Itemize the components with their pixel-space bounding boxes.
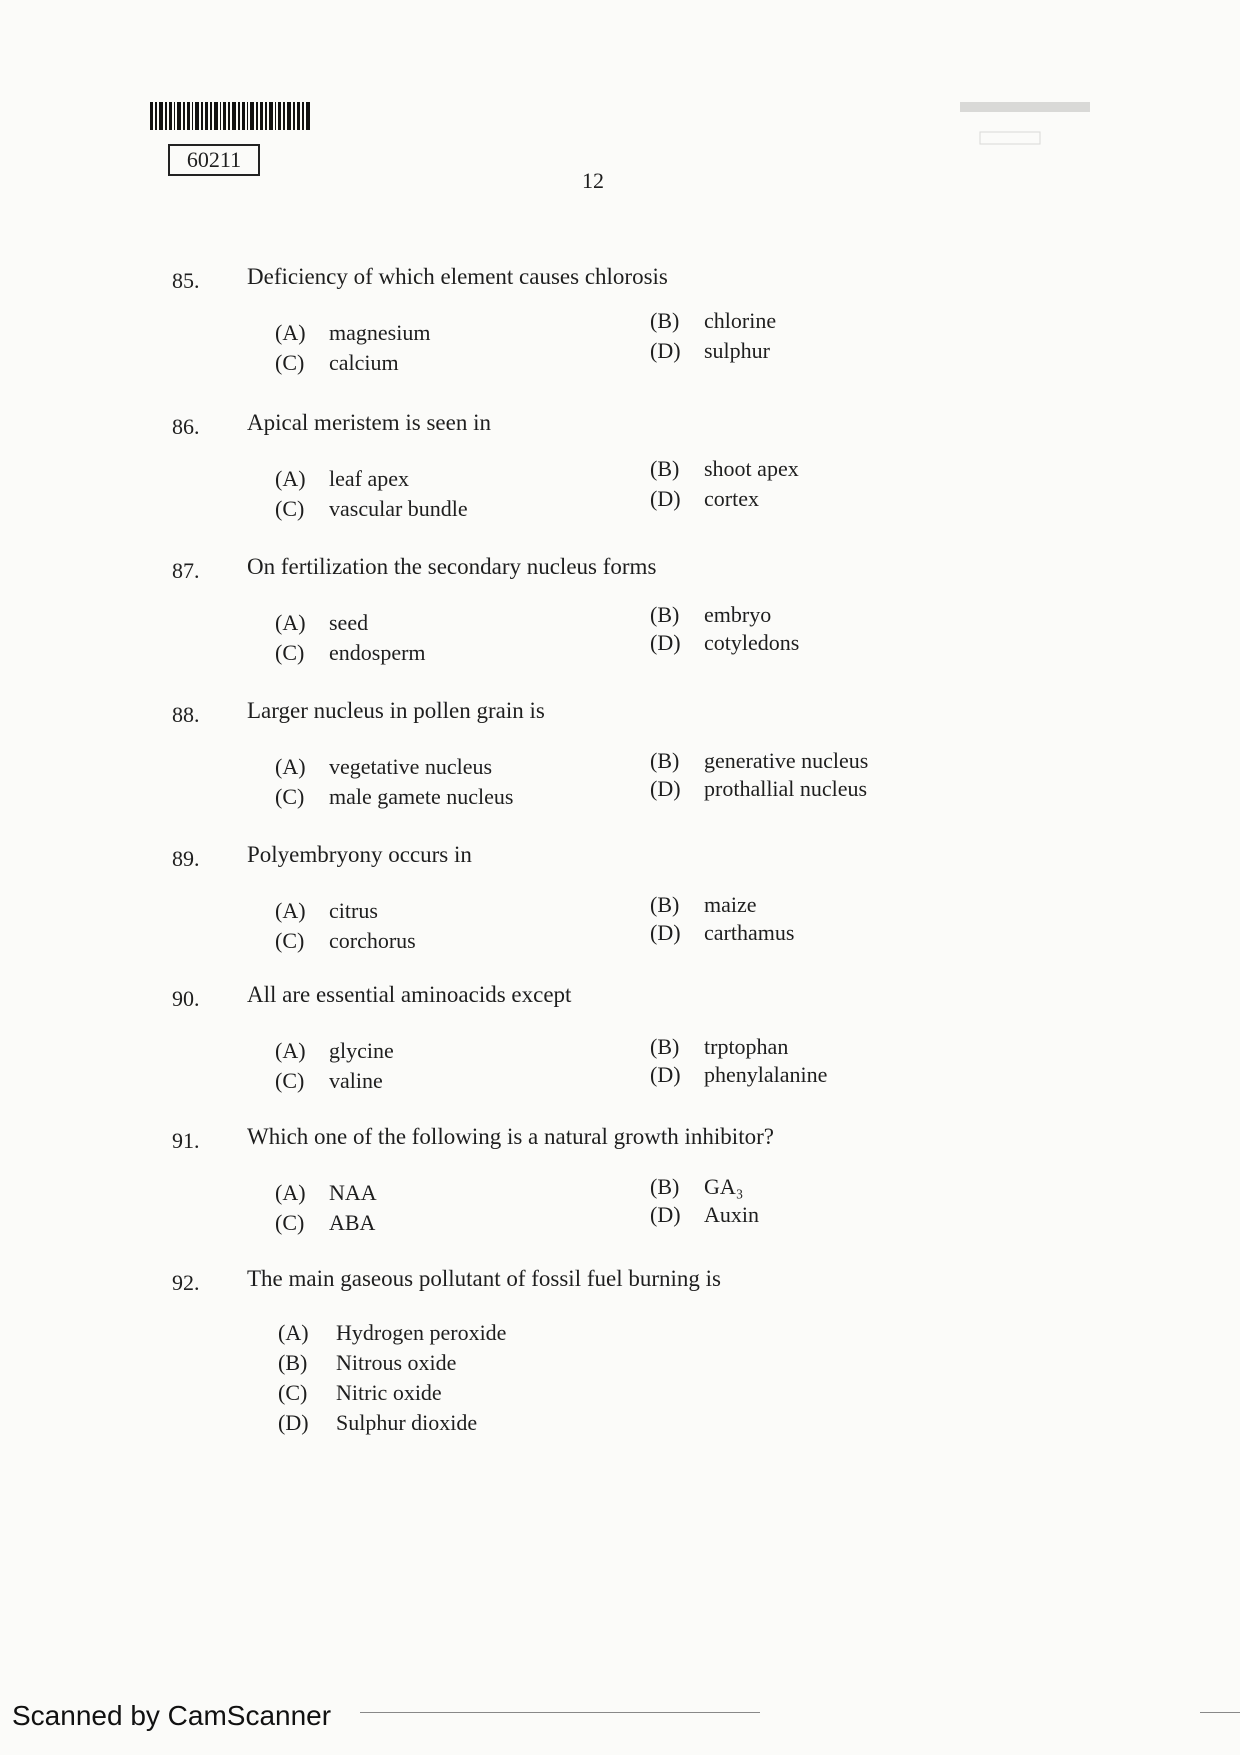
option-label: (C) [275,350,305,375]
option-b [650,1034,788,1060]
option-text: ABA [329,1210,376,1235]
option-c [275,928,416,954]
footer-divider [360,1712,760,1713]
option-label: (B) [650,602,680,627]
option-label: (C) [275,1210,305,1235]
barcode-image [150,102,310,130]
option-label: (B) [650,456,680,481]
page-number: 12 [582,168,604,193]
option-d [650,776,867,802]
option-c [275,640,426,666]
option-label: (A) [275,754,306,779]
question-text: Which one of the following is a natural growth inhibitor? [247,1124,774,1149]
option-label: (D) [650,338,681,363]
option-label: (B) [650,308,680,333]
option-label: (D) [650,776,681,801]
option-text: NAA [329,1180,377,1205]
question-89 [0,842,1240,986]
option-text: valine [329,1068,383,1093]
option-text: leaf apex [329,466,409,491]
option-d [650,1202,759,1228]
question-87 [0,554,1240,698]
question-text: Larger nucleus in pollen grain is [247,698,545,723]
option-label: (D) [650,920,681,945]
option-c [278,1380,442,1406]
option-label: (B) [278,1350,308,1375]
paper-code-box: 60211 [168,144,260,176]
option-d [650,630,799,656]
option-text: Nitrous oxide [336,1350,457,1375]
option-text: phenylalanine [704,1062,828,1087]
option-text: calcium [329,350,399,375]
option-b [650,1174,743,1200]
option-label: (B) [650,1174,680,1199]
option-label: (C) [275,928,305,953]
option-label: (A) [275,466,306,491]
option-a [275,610,368,636]
option-label: (D) [650,1202,681,1227]
option-text: Nitric oxide [336,1380,442,1405]
question-number: 87. [172,558,200,583]
question-number: 90. [172,986,200,1011]
footer-divider-right [1200,1712,1240,1713]
option-a [275,1180,377,1206]
question-88 [0,698,1240,842]
option-a [275,898,378,924]
bleed-through-mark [960,96,1090,156]
option-b [650,602,771,628]
option-text: trptophan [704,1034,789,1059]
option-label: (C) [275,1068,305,1093]
question-number: 89. [172,846,200,871]
option-label: (A) [275,320,306,345]
option-text: magnesium [329,320,431,345]
option-label: (A) [275,898,306,923]
option-text: vegetative nucleus [329,754,493,779]
question-text: Polyembryony occurs in [247,842,472,867]
question-text: On fertilization the secondary nucleus forms [247,554,657,579]
question-number: 88. [172,702,200,727]
question-85 [0,264,1240,408]
question-90 [0,982,1240,1126]
option-text: citrus [329,898,378,923]
option-text: cortex [704,486,759,511]
question-92 [0,1266,1240,1450]
option-text: chlorine [704,308,777,333]
option-d [650,338,770,364]
option-label: (A) [275,1038,306,1063]
option-label: (D) [650,486,681,511]
option-text: Sulphur dioxide [336,1410,478,1435]
question-text: All are essential aminoacids except [247,982,572,1007]
option-a [275,754,492,780]
option-text: GA₃ [704,1174,744,1199]
option-text: Auxin [704,1202,759,1227]
option-label: (D) [278,1410,309,1435]
option-label: (C) [275,640,305,665]
option-text: glycine [329,1038,394,1063]
option-a [275,320,430,346]
option-text: sulphur [704,338,770,363]
option-c [275,784,513,810]
option-c [275,350,399,376]
scanner-watermark: Scanned by CamScanner [12,1700,332,1731]
option-a [278,1320,506,1346]
option-label: (B) [650,892,680,917]
option-label: (B) [650,748,680,773]
option-c [275,496,468,522]
option-label: (D) [650,1062,681,1087]
question-text: Deficiency of which element causes chlorosis [247,264,668,289]
question-text: The main gaseous pollutant of fossil fuel burning is [247,1266,721,1291]
option-text: maize [704,892,757,917]
option-label: (C) [278,1380,308,1405]
option-a [275,466,409,492]
option-text: embryo [704,602,772,627]
option-d [650,486,759,512]
option-label: (A) [278,1320,309,1345]
option-text: vascular bundle [329,496,468,521]
option-label: (C) [275,784,305,809]
option-b [650,748,868,774]
option-text: endosperm [329,640,426,665]
option-text: generative nucleus [704,748,869,773]
option-label: (B) [650,1034,680,1059]
option-text: carthamus [704,920,795,945]
option-c [275,1068,383,1094]
question-text: Apical meristem is seen in [247,410,491,435]
option-b [650,892,757,918]
question-91 [0,1124,1240,1268]
option-text: shoot apex [704,456,799,481]
option-label: (C) [275,496,305,521]
question-number: 91. [172,1128,200,1153]
option-label: (D) [650,630,681,655]
option-text: Hydrogen peroxide [336,1320,507,1345]
option-text: cotyledons [704,630,800,655]
option-a [275,1038,394,1064]
option-d [650,920,794,946]
option-c [275,1210,375,1236]
question-number: 92. [172,1270,200,1295]
option-text: prothallial nucleus [704,776,868,801]
option-label: (A) [275,1180,306,1205]
option-text: corchorus [329,928,416,953]
question-number: 85. [172,268,200,293]
option-b [650,456,799,482]
question-number: 86. [172,414,200,439]
option-text: seed [329,610,369,635]
option-d [650,1062,827,1088]
option-text: male gamete nucleus [329,784,514,809]
option-label: (A) [275,610,306,635]
option-d [278,1410,477,1436]
option-b [650,308,776,334]
option-b [278,1350,456,1376]
question-86 [0,410,1240,554]
